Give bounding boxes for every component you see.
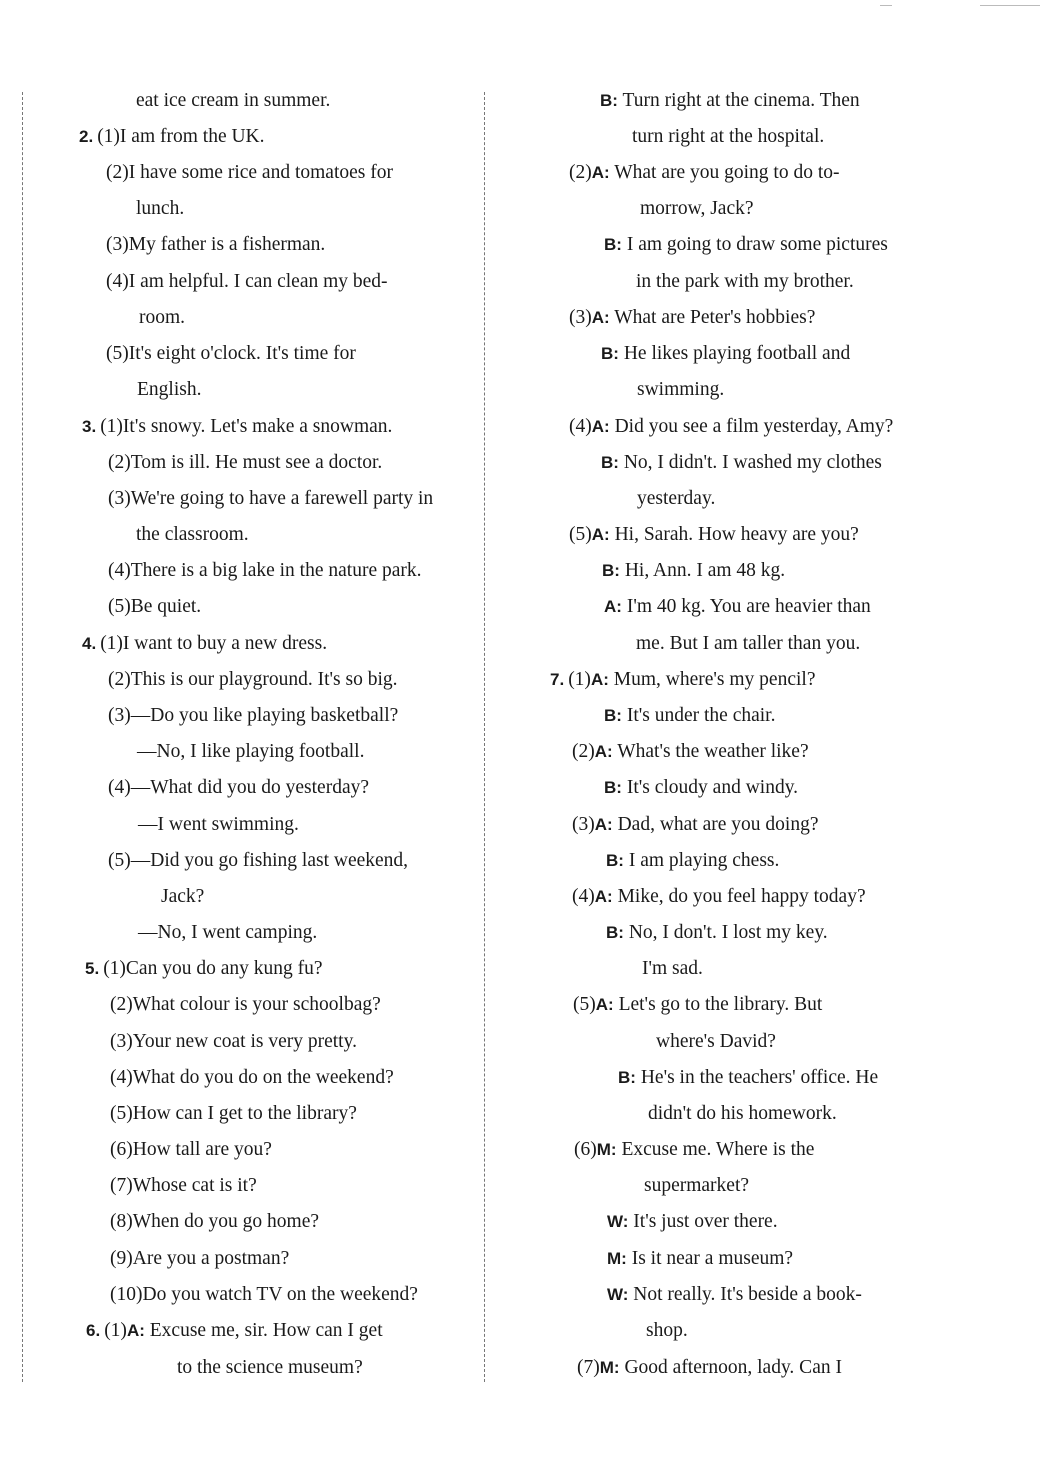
line-text: It's just over there. bbox=[628, 1211, 778, 1232]
speaker-label: M: bbox=[599, 1358, 620, 1377]
line-text: Mum, where's my pencil? bbox=[608, 669, 816, 690]
line-text: (2)Tom is ill. He must see a doctor. bbox=[108, 452, 383, 473]
item-index: (1) bbox=[568, 669, 591, 690]
left-line bbox=[108, 667, 398, 693]
left-line bbox=[136, 522, 249, 548]
right-line bbox=[604, 703, 775, 729]
left-line bbox=[108, 703, 398, 729]
speaker-label: A: bbox=[591, 163, 610, 182]
left-line bbox=[137, 377, 201, 403]
right-line bbox=[601, 450, 882, 476]
item-index: (3) bbox=[572, 814, 595, 835]
right-line bbox=[656, 1029, 776, 1055]
line-text: Excuse me. Where is the bbox=[616, 1139, 815, 1160]
speaker-label: A: bbox=[594, 887, 613, 906]
line-text: He likes playing football and bbox=[618, 343, 851, 364]
right-line bbox=[600, 88, 860, 114]
item-index: (4) bbox=[569, 416, 592, 437]
right-line bbox=[606, 848, 779, 874]
left-line bbox=[139, 305, 185, 331]
left-line bbox=[110, 1065, 394, 1091]
line-text: (5)Be quiet. bbox=[108, 596, 202, 617]
left-line bbox=[106, 160, 393, 186]
item-index: (3) bbox=[569, 307, 592, 328]
question-number: 4. bbox=[82, 634, 97, 653]
right-line bbox=[569, 305, 815, 331]
left-line bbox=[110, 1282, 418, 1308]
line-text: No, I don't. I lost my key. bbox=[623, 922, 828, 943]
line-text: to the science museum? bbox=[177, 1357, 363, 1378]
speaker-label: A: bbox=[591, 417, 610, 436]
speaker-label: B: bbox=[618, 1068, 636, 1087]
line-text: It's cloudy and windy. bbox=[621, 777, 799, 798]
left-line bbox=[110, 1173, 257, 1199]
right-line bbox=[572, 884, 866, 910]
line-text: (5)—Did you go fishing last weekend, bbox=[108, 850, 409, 871]
line-text: Good afternoon, lady. Can I bbox=[619, 1357, 842, 1378]
item-index: (2) bbox=[572, 741, 595, 762]
corner-mark bbox=[880, 5, 892, 6]
line-text: Excuse me, sir. How can I get bbox=[144, 1320, 383, 1341]
right-line bbox=[648, 1101, 837, 1127]
right-line bbox=[550, 667, 815, 693]
left-line bbox=[110, 992, 381, 1018]
line-text: (8)When do you go home? bbox=[110, 1211, 320, 1232]
line-text: didn't do his homework. bbox=[648, 1103, 837, 1124]
line-text: What are you going to do to- bbox=[609, 162, 840, 183]
left-line bbox=[108, 486, 433, 512]
line-text: (2)What colour is your schoolbag? bbox=[110, 994, 381, 1015]
right-line bbox=[569, 522, 859, 548]
item-index: (5) bbox=[569, 524, 592, 545]
right-line bbox=[636, 269, 854, 295]
line-text: turn right at the hospital. bbox=[632, 126, 825, 147]
right-line bbox=[604, 775, 798, 801]
line-text: Not really. It's beside a book- bbox=[628, 1284, 862, 1305]
line-text: (1)I am from the UK. bbox=[97, 126, 265, 147]
line-text: Dad, what are you doing? bbox=[612, 814, 819, 835]
speaker-label: B: bbox=[600, 91, 618, 110]
line-text: (3)My father is a fisherman. bbox=[106, 234, 326, 255]
right-line bbox=[642, 956, 703, 982]
speaker-label: B: bbox=[601, 453, 619, 472]
line-text: I'm 40 kg. You are heavier than bbox=[621, 596, 871, 617]
right-line bbox=[640, 196, 754, 222]
line-text: Mike, do you feel happy today? bbox=[612, 886, 866, 907]
right-line bbox=[572, 739, 809, 765]
right-line bbox=[637, 486, 715, 512]
line-text: (2)This is our playground. It's so big. bbox=[108, 669, 398, 690]
right-line bbox=[601, 341, 850, 367]
line-text: Let's go to the library. But bbox=[613, 994, 823, 1015]
left-line bbox=[136, 196, 184, 222]
left-line bbox=[110, 1101, 357, 1127]
item-index: (4) bbox=[572, 886, 595, 907]
left-line bbox=[138, 812, 299, 838]
right-line bbox=[574, 1137, 814, 1163]
line-text: me. But I am taller than you. bbox=[636, 633, 861, 654]
line-text: supermarket? bbox=[644, 1175, 750, 1196]
line-text: What are Peter's hobbies? bbox=[609, 307, 816, 328]
speaker-label: B: bbox=[602, 561, 620, 580]
line-text: (4)I am helpful. I can clean my bed- bbox=[106, 271, 388, 292]
speaker-label: B: bbox=[601, 344, 619, 363]
left-line bbox=[136, 88, 330, 114]
line-text: He's in the teachers' office. He bbox=[635, 1067, 879, 1088]
speaker-label: W: bbox=[607, 1212, 629, 1231]
speaker-label: A: bbox=[594, 815, 613, 834]
line-text: Turn right at the cinema. Then bbox=[617, 90, 860, 111]
corner-mark bbox=[980, 5, 1040, 6]
right-line bbox=[607, 1282, 862, 1308]
line-text: (6)How tall are you? bbox=[110, 1139, 272, 1160]
line-text: —No, I went camping. bbox=[138, 922, 318, 943]
line-text: (5)It's eight o'clock. It's time for bbox=[106, 343, 356, 364]
line-text: room. bbox=[139, 307, 186, 328]
speaker-label: B: bbox=[604, 706, 622, 725]
speaker-label: M: bbox=[596, 1140, 617, 1159]
left-line bbox=[108, 450, 382, 476]
left-line bbox=[106, 232, 325, 258]
line-text: It's under the chair. bbox=[621, 705, 776, 726]
speaker-label: A: bbox=[126, 1321, 145, 1340]
speaker-label: W: bbox=[607, 1285, 629, 1304]
speaker-label: A: bbox=[595, 995, 614, 1014]
right-line bbox=[604, 594, 871, 620]
right-line bbox=[607, 1246, 793, 1272]
right-line bbox=[637, 377, 724, 403]
line-text: (4)—What did you do yesterday? bbox=[108, 777, 370, 798]
left-line bbox=[108, 594, 201, 620]
question-number: 7. bbox=[550, 670, 565, 689]
item-index: (7) bbox=[577, 1357, 600, 1378]
right-line bbox=[569, 160, 840, 186]
speaker-label: B: bbox=[606, 851, 624, 870]
right-line bbox=[572, 812, 818, 838]
left-line bbox=[82, 414, 392, 440]
speaker-label: A: bbox=[590, 670, 609, 689]
line-text: in the park with my brother. bbox=[636, 271, 854, 292]
line-text: Jack? bbox=[161, 886, 205, 907]
right-line bbox=[646, 1318, 688, 1344]
line-text: I am playing chess. bbox=[623, 850, 780, 871]
line-text: What's the weather like? bbox=[612, 741, 809, 762]
left-line bbox=[79, 124, 265, 150]
left-line bbox=[161, 884, 204, 910]
speaker-label: A: bbox=[591, 308, 610, 327]
line-text: (1)Can you do any kung fu? bbox=[103, 958, 323, 979]
line-text: (1)It's snowy. Let's make a snowman. bbox=[100, 416, 393, 437]
right-line bbox=[604, 232, 888, 258]
speaker-label: A: bbox=[591, 525, 610, 544]
left-margin-rule bbox=[22, 92, 23, 1382]
left-line bbox=[110, 1209, 319, 1235]
line-text: I am going to draw some pictures bbox=[621, 234, 888, 255]
right-line bbox=[632, 124, 824, 150]
line-text: lunch. bbox=[136, 198, 185, 219]
right-line bbox=[636, 631, 860, 657]
left-line bbox=[86, 1318, 383, 1344]
line-text: morrow, Jack? bbox=[640, 198, 754, 219]
line-text: (7)Whose cat is it? bbox=[110, 1175, 257, 1196]
line-text: (4)There is a big lake in the nature park. bbox=[108, 560, 422, 581]
right-line bbox=[618, 1065, 878, 1091]
left-line bbox=[82, 631, 327, 657]
left-line bbox=[108, 848, 408, 874]
line-text: (3)—Do you like playing basketball? bbox=[108, 705, 399, 726]
right-line bbox=[606, 920, 828, 946]
question-number: 3. bbox=[82, 417, 97, 436]
line-text: where's David? bbox=[656, 1031, 776, 1052]
line-text: Is it near a museum? bbox=[626, 1248, 794, 1269]
line-text: shop. bbox=[646, 1320, 688, 1341]
item-index: (6) bbox=[574, 1139, 597, 1160]
question-number: 2. bbox=[79, 127, 94, 146]
left-line bbox=[106, 269, 388, 295]
left-line bbox=[108, 775, 369, 801]
right-line bbox=[602, 558, 785, 584]
speaker-label: M: bbox=[607, 1249, 627, 1268]
question-number: 5. bbox=[85, 959, 100, 978]
speaker-label: B: bbox=[604, 235, 622, 254]
left-line bbox=[137, 739, 364, 765]
line-text: swimming. bbox=[637, 379, 725, 400]
left-line bbox=[85, 956, 323, 982]
left-line bbox=[108, 558, 422, 584]
line-text: —No, I like playing football. bbox=[137, 741, 365, 762]
left-line bbox=[110, 1246, 289, 1272]
item-index: (1) bbox=[104, 1320, 127, 1341]
line-text: yesterday. bbox=[637, 488, 716, 509]
question-number: 6. bbox=[86, 1321, 101, 1340]
speaker-label: B: bbox=[604, 778, 622, 797]
left-line bbox=[177, 1355, 363, 1381]
line-text: (3)We're going to have a farewell party in bbox=[108, 488, 434, 509]
left-line bbox=[138, 920, 317, 946]
line-text: Hi, Sarah. How heavy are you? bbox=[609, 524, 859, 545]
line-text: the classroom. bbox=[136, 524, 249, 545]
line-text: Hi, Ann. I am 48 kg. bbox=[619, 560, 786, 581]
line-text: (4)What do you do on the weekend? bbox=[110, 1067, 394, 1088]
item-index: (5) bbox=[573, 994, 596, 1015]
line-text: English. bbox=[137, 379, 202, 400]
line-text: No, I didn't. I washed my clothes bbox=[618, 452, 882, 473]
right-line bbox=[569, 414, 893, 440]
right-line bbox=[607, 1209, 778, 1235]
line-text: —I went swimming. bbox=[138, 814, 299, 835]
speaker-label: A: bbox=[604, 597, 622, 616]
line-text: (3)Your new coat is very pretty. bbox=[110, 1031, 357, 1052]
line-text: (2)I have some rice and tomatoes for bbox=[106, 162, 393, 183]
speaker-label: B: bbox=[606, 923, 624, 942]
column-divider-rule bbox=[484, 92, 485, 1382]
line-text: (10)Do you watch TV on the weekend? bbox=[110, 1284, 418, 1305]
left-line bbox=[110, 1137, 272, 1163]
line-text: I'm sad. bbox=[642, 958, 703, 979]
right-line bbox=[577, 1355, 842, 1381]
line-text: eat ice cream in summer. bbox=[136, 90, 331, 111]
speaker-label: A: bbox=[594, 742, 613, 761]
line-text: Did you see a film yesterday, Amy? bbox=[609, 416, 894, 437]
line-text: (1)I want to buy a new dress. bbox=[100, 633, 328, 654]
left-line bbox=[110, 1029, 357, 1055]
line-text: (9)Are you a postman? bbox=[110, 1248, 290, 1269]
right-line bbox=[573, 992, 822, 1018]
left-line bbox=[106, 341, 356, 367]
item-index: (2) bbox=[569, 162, 592, 183]
line-text: (5)How can I get to the library? bbox=[110, 1103, 357, 1124]
right-line bbox=[644, 1173, 749, 1199]
